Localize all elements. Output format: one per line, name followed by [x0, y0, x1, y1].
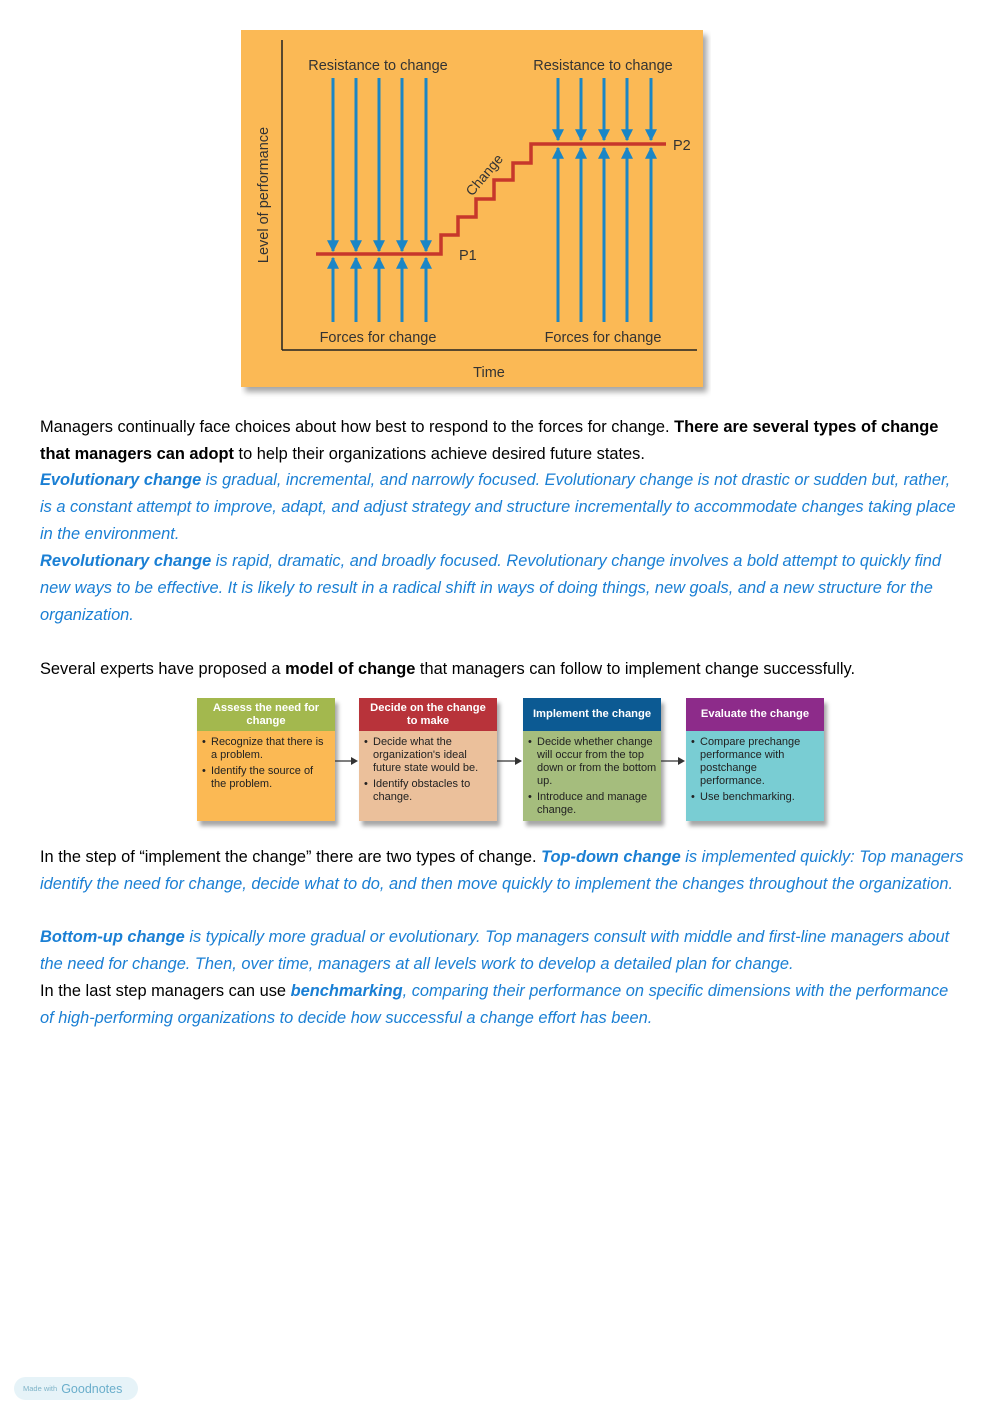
- step-evaluate: [686, 698, 824, 821]
- evolutionary-term: Evolutionary change: [40, 471, 202, 489]
- step-assess-item: • Identify the source of the problem.: [211, 765, 331, 791]
- step-implement-list: [523, 731, 661, 817]
- benchmarking-intro: In the last step managers can use: [40, 982, 291, 1000]
- step-decide-item: • Identify obstacles to change.: [373, 778, 493, 804]
- step-decide-title: Decide on the change to make: [359, 698, 497, 731]
- step-implement-title: Implement the change: [523, 698, 661, 731]
- step-implement-item: • Decide whether change will occur from the top down or from the bottom up.: [537, 736, 657, 788]
- step-decide-list: [359, 731, 497, 804]
- bottom-up-definition: is typically more gradual or evolutionary. Top managers consult with middle and first-line managers about the need for change. Then, over time, managers at all levels work to develop a detailed plan for change.: [40, 928, 950, 973]
- model-of-change-diagram: [197, 698, 837, 832]
- step-assess-list: [197, 731, 335, 791]
- arrow-icon: [661, 756, 686, 766]
- resistance-left-label: Resistance to change: [308, 58, 448, 74]
- top-down-definition: is implemented quickly: Top managers identify the need for change, decide what to do, and then move quickly to implement the changes throughout the organization.: [40, 848, 964, 893]
- p1-label: P1: [459, 248, 477, 264]
- forces-left-label: Forces for change: [319, 330, 437, 346]
- model-intro-text-end: that managers can follow to implement change successfully.: [415, 660, 856, 678]
- force-field-diagram: [241, 30, 711, 400]
- top-down-paragraph: [40, 844, 965, 898]
- model-intro-bold: model of change: [285, 660, 416, 678]
- resistance-right-label: Resistance to change: [533, 58, 673, 74]
- step-assess: [197, 698, 335, 821]
- step-decide-item: • Decide what the organization's ideal future state would be.: [373, 736, 493, 775]
- benchmarking-definition: , comparing their performance on specific dimensions with the performance of high-performing organizations to decide how successful a change effort has been.: [40, 982, 949, 1027]
- model-intro-paragraph: [40, 656, 965, 683]
- step-evaluate-item: • Compare prechange performance with postchange performance.: [700, 736, 820, 788]
- top-down-term: Top-down change: [541, 848, 681, 866]
- step-implement: [523, 698, 661, 821]
- forces-right-label: Forces for change: [544, 330, 662, 346]
- arrow-icon: [497, 756, 523, 766]
- badge-made-with: Made with: [23, 1384, 58, 1393]
- step-implement-item: • Introduce and manage change.: [537, 791, 657, 817]
- model-intro-text: Several experts have proposed a: [40, 660, 286, 678]
- step-assess-title: Assess the need for change: [197, 698, 335, 731]
- arrow-icon: [335, 756, 359, 766]
- step-decide: [359, 698, 497, 821]
- p2-label: P2: [673, 138, 691, 154]
- goodnotes-badge[interactable]: [14, 1377, 138, 1400]
- badge-brand: Goodnotes: [61, 1381, 123, 1396]
- benchmarking-paragraph: [40, 978, 965, 1032]
- step-assess-item: • Recognize that there is a problem.: [211, 736, 331, 762]
- intro-text: Managers continually face choices about how best to respond to the forces for change.: [40, 418, 675, 436]
- revolutionary-term: Revolutionary change: [40, 552, 212, 570]
- x-axis-label: Time: [473, 365, 505, 381]
- bottom-up-paragraph: [40, 924, 965, 978]
- step-evaluate-list: [686, 731, 824, 804]
- intro-text-end: to help their organizations achieve desired future states.: [234, 444, 645, 463]
- revolutionary-paragraph: [40, 548, 965, 628]
- intro-paragraph: [40, 414, 965, 468]
- bottom-up-term: Bottom-up change: [40, 928, 185, 946]
- revolutionary-definition: is rapid, dramatic, and broadly focused. Revolutionary change involves a bold attempt to quickly find new ways to be effective. It is likely to result in a radical shift in ways of doing things, new goals, and a new structure for the organization.: [40, 552, 942, 624]
- change-label: Change: [462, 150, 507, 199]
- top-down-intro: In the step of “implement the change” there are two types of change.: [40, 848, 542, 866]
- evolutionary-definition: is gradual, incremental, and narrowly focused. Evolutionary change is not drastic or sudden but, rather, is a constant attempt to improve, adapt, and adjust strategy and structure incrementally to accommodate changes taking place in the environment.: [40, 471, 956, 543]
- force-field-svg: [241, 30, 711, 400]
- benchmarking-term: benchmarking: [290, 982, 403, 1000]
- intro-bold: There are several types of change that managers can adopt: [40, 418, 939, 463]
- evolutionary-paragraph: [40, 467, 965, 547]
- step-evaluate-title: Evaluate the change: [686, 698, 824, 731]
- step-evaluate-item: • Use benchmarking.: [700, 791, 820, 804]
- y-axis-label: Level of performance: [256, 126, 272, 264]
